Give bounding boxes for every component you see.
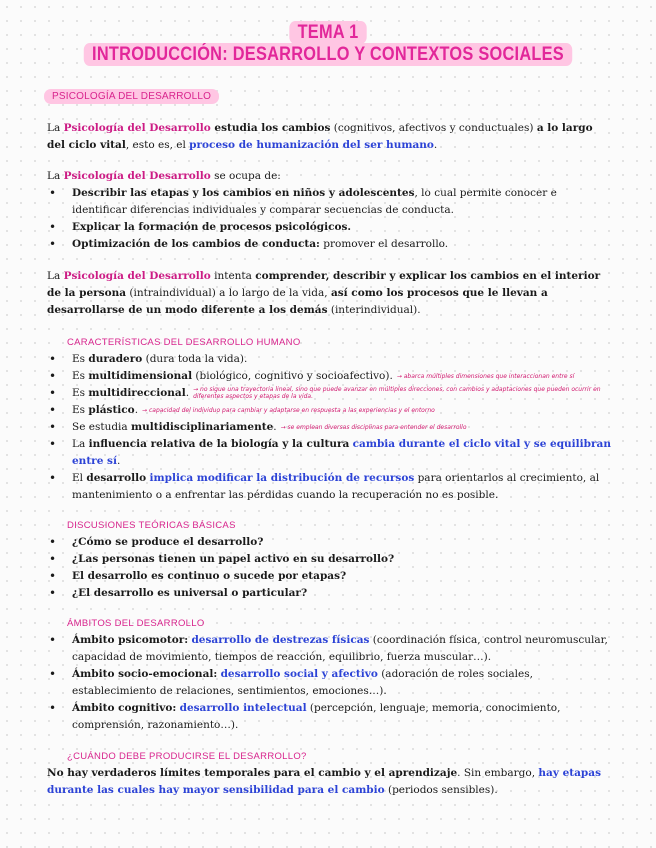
list-item: • ¿Cómo se produce el desarrollo? [47,534,613,551]
list-item: • El desarrollo es continuo o sucede por etapas? [47,568,613,585]
handwritten-note: → no sigue una trayectoria lineal, sino que puede avanzar en múltiples direcciones, con cambios y adaptaciones que pueden ocurrir en diferentes aspectos y etapas de la vida. [193,386,601,400]
list-item: • Es multidimensional (biológico, cognitivo y socioafectivo). → abarca múltiples dimensiones que interaccionan entre sí [47,368,613,385]
list-item: • Explicar la formación de procesos psicológicos. [47,219,613,236]
handwritten-note: → capacidad del individuo para cambiar y adaptarse en respuesta a las experiencias y el entorno [142,406,435,414]
list-item: • Optimización de los cambios de conducta: promover el desarrollo. [47,236,613,253]
subheading-domains: ÁMBITOS DEL DESARROLLO [67,618,205,629]
characteristics-list [47,351,613,504]
paragraph-purpose: La Psicología del Desarrollo intenta comprender, describir y explicar los cambios en el interior de la persona (intraindividual) a lo largo de la vida, así como los procesos que le llevan a desarrollarse de un modo diferente a los demás (interindividual). [47,270,601,316]
list-item: • Es duradero (dura toda la vida). [47,351,613,368]
list-item: • El desarrollo implica modificar la distribución de recursos para orientarlos al crecimiento, al mantenimiento o a enfrentar las pérdidas cuando la recuperación no es posible. [47,470,613,504]
scope-list [47,185,613,253]
handwritten-note: → abarca múltiples dimensiones que interaccionan entre sí [396,372,575,380]
list-item: • Es plástico. → capacidad del individuo para cambiar y adaptarse en respuesta a las experiencias y el entorno [47,402,613,419]
list-item: • Se estudia multidisciplinariamente. → se emplean diversas disciplinas para entender el desarrollo [47,419,613,436]
paragraph-when: No hay verdaderos límites temporales para el cambio y el aprendizaje. Sin embargo, hay etapas durante las cuales hay mayor sensibilidad para el cambio (periodos sensibles). [47,767,601,796]
title-line-1: TEMA 1 [46,22,610,44]
list-item: • Ámbito socio-emocional: desarrollo social y afectivo (adoración de roles sociales, establecimiento de relaciones, sentimientos, emociones…). [47,666,613,700]
list-item: • Ámbito psicomotor: desarrollo de destrezas físicas (coordinación física, control neuromuscular, capacidad de movimiento, tiempos de reacción, equilibrio, fuerza muscular…). [47,632,613,666]
list-item: • ¿Las personas tienen un papel activo en su desarrollo? [47,551,613,568]
subheading-characteristics: CARACTERÍSTICAS DEL DESARROLLO HUMANO [67,337,301,348]
paragraph-scope: La Psicología del Desarrollo se ocupa de: [47,170,281,182]
subheading-when: ¿CUÁNDO DEBE PRODUCIRSE EL DESARROLLO? [67,751,307,762]
list-item: • ¿El desarrollo es universal o particular? [47,585,613,602]
list-item: • La influencia relativa de la biología y la cultura cambia durante el ciclo vital y se equilibran entre sí. [47,436,613,470]
domains-list [47,632,613,734]
list-item: • Es multidireccional. → no sigue una trayectoria lineal, sino que puede avanzar en múltiples direcciones, con cambios y adaptaciones que pueden ocurrir en diferentes aspectos y etapas de la vida. [47,385,613,402]
subheading-theoretical-discussions: DISCUSIONES TEÓRICAS BÁSICAS [67,520,236,531]
paragraph-intro: La Psicología del Desarrollo estudia los cambios (cognitivos, afectivos y conductuales) a lo largo del ciclo vital, esto es, el proceso de humanización del ser humano. [47,122,593,151]
handwritten-note: → se emplean diversas disciplinas para entender el desarrollo [280,423,467,431]
title-line-2: INTRODUCCIÓN: DESARROLLO Y CONTEXTOS SOCIALES [46,44,610,66]
section-heading: PSICOLOGÍA DEL DESARROLLO [44,89,219,104]
list-item: • Describir las etapas y los cambios en niños y adolescentes, lo cual permite conocer e identificar diferencias individuales y comparar secuencias de conducta. [47,185,613,219]
list-item: • Ámbito cognitivo: desarrollo intelectual (percepción, lenguaje, memoria, conocimiento, comprensión, razonamiento…). [47,700,613,734]
discussions-list [47,534,613,602]
